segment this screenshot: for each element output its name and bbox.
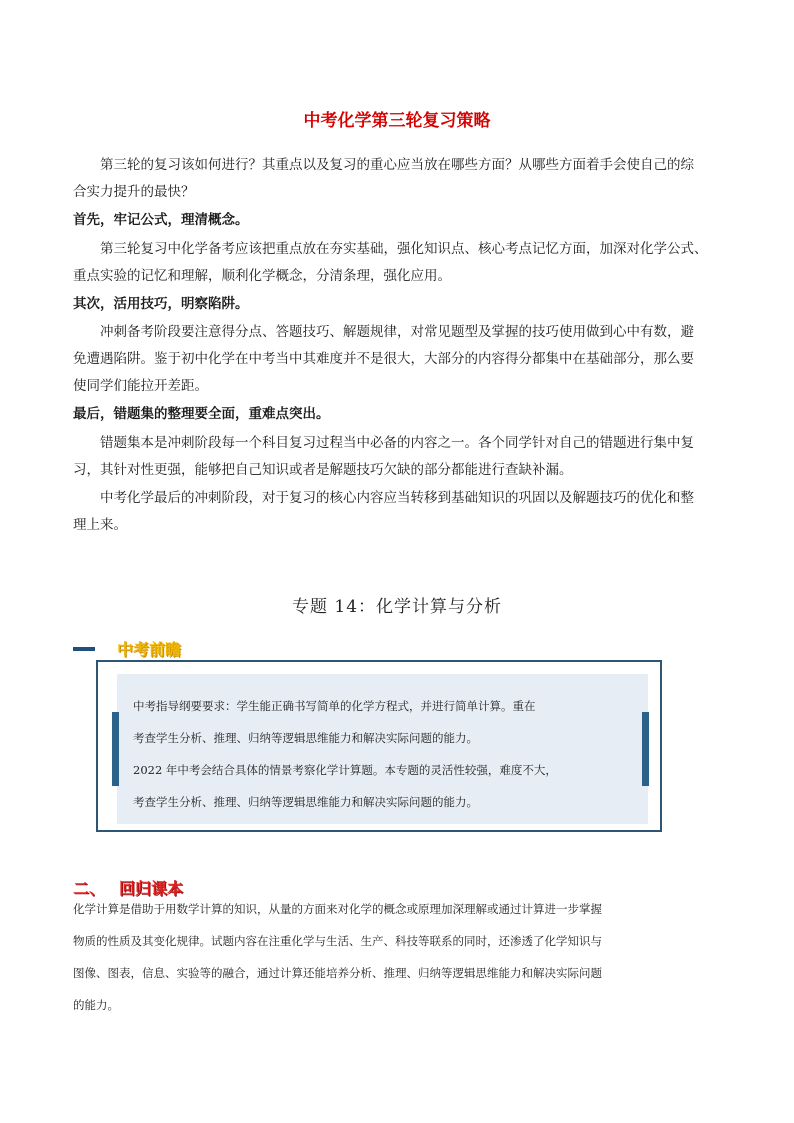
intro-line: 第三轮的复习该如何进行？其重点以及复习的重心应当放在哪些方面？从哪些方面着手会使自己的综 xyxy=(100,157,694,173)
intro-paragraph xyxy=(73,152,723,206)
section1-label: 中考前瞻 xyxy=(117,640,182,659)
section2-body xyxy=(73,893,723,1021)
second-paragraph xyxy=(73,319,723,400)
first-line: 重点实验的记忆和理解，顺利化学概念，分清条理，强化应用。 xyxy=(73,268,451,284)
section2-label: 回归课本 xyxy=(119,879,184,898)
box-line: 考查学生分析、推理、归纳等逻辑思维能力和解决实际问题的能力。 xyxy=(133,731,478,745)
last-paragraph xyxy=(73,430,723,484)
section2-number: 二、 xyxy=(73,879,106,898)
closing-line: 中考化学最后的冲刺阶段，对于复习的核心内容应当转移到基础知识的巩固以及解题技巧的优化和整 xyxy=(100,490,694,506)
first-paragraph xyxy=(73,236,723,290)
section1-number xyxy=(73,636,74,637)
section1-number-bar xyxy=(73,647,95,651)
second-line: 使同学们能拉开差距。 xyxy=(73,378,208,394)
box-line: 中考指导纲要要求：学生能正确书写简单的化学方程式，并进行简单计算。重在 xyxy=(133,699,536,713)
page-title: 中考化学第三轮复习策略 xyxy=(303,111,491,131)
second-line: 免遭遇陷阱。鉴于初中化学在中考当中其难度并不是很大，大部分的内容得分都集中在基础部分，那么要 xyxy=(73,351,694,367)
first-line: 第三轮复习中化学备考应该把重点放在夯实基础，强化知识点、核心考点记忆方面，加深对化学公式、 xyxy=(100,241,708,257)
topic-title: 专题 14：化学计算与分析 xyxy=(291,597,503,617)
second-line: 冲刺备考阶段要注意得分点、答题技巧、解题规律，对常见题型及掌握的技巧使用做到心中有数，避 xyxy=(100,324,694,340)
second-heading: 其次，活用技巧，明察陷阱。 xyxy=(73,296,249,312)
body-line: 化学计算是借助于用数学计算的知识，从量的方面来对化学的概念或原理加深理解或通过计算进一步掌握 xyxy=(73,902,602,916)
closing-paragraph xyxy=(73,485,723,539)
last-line: 错题集本是冲刺阶段每一个科目复习过程当中必备的内容之一。各个同学针对自己的错题进行集中复 xyxy=(100,435,694,451)
body-line: 物质的性质及其变化规律。试题内容在注重化学与生活、生产、科技等联系的同时，还渗透了化学知识与 xyxy=(73,934,602,948)
requirement-box-text xyxy=(133,690,638,818)
requirement-box-right-rail xyxy=(642,712,649,786)
first-heading: 首先，牢记公式，理清概念。 xyxy=(73,212,249,228)
intro-line: 合实力提升的最快？ xyxy=(73,184,195,200)
closing-line: 理上来。 xyxy=(73,517,127,533)
body-line: 图像、图表，信息、实验等的融合，通过计算还能培养分析、推理、归纳等逻辑思维能力和解决实际问题 xyxy=(73,966,602,980)
box-line: 2022 年中考会结合具体的情景考察化学计算题。本专题的灵活性较强，难度不大， xyxy=(133,763,557,777)
body-line: 的能力。 xyxy=(73,998,119,1012)
last-heading: 最后，错题集的整理要全面，重难点突出。 xyxy=(73,406,330,422)
last-line: 习，其针对性更强，能够把自己知识或者是解题技巧欠缺的部分都能进行查缺补漏。 xyxy=(73,462,573,478)
requirement-box-left-rail xyxy=(112,712,119,786)
box-line: 考查学生分析、推理、归纳等逻辑思维能力和解决实际问题的能力。 xyxy=(133,795,478,809)
